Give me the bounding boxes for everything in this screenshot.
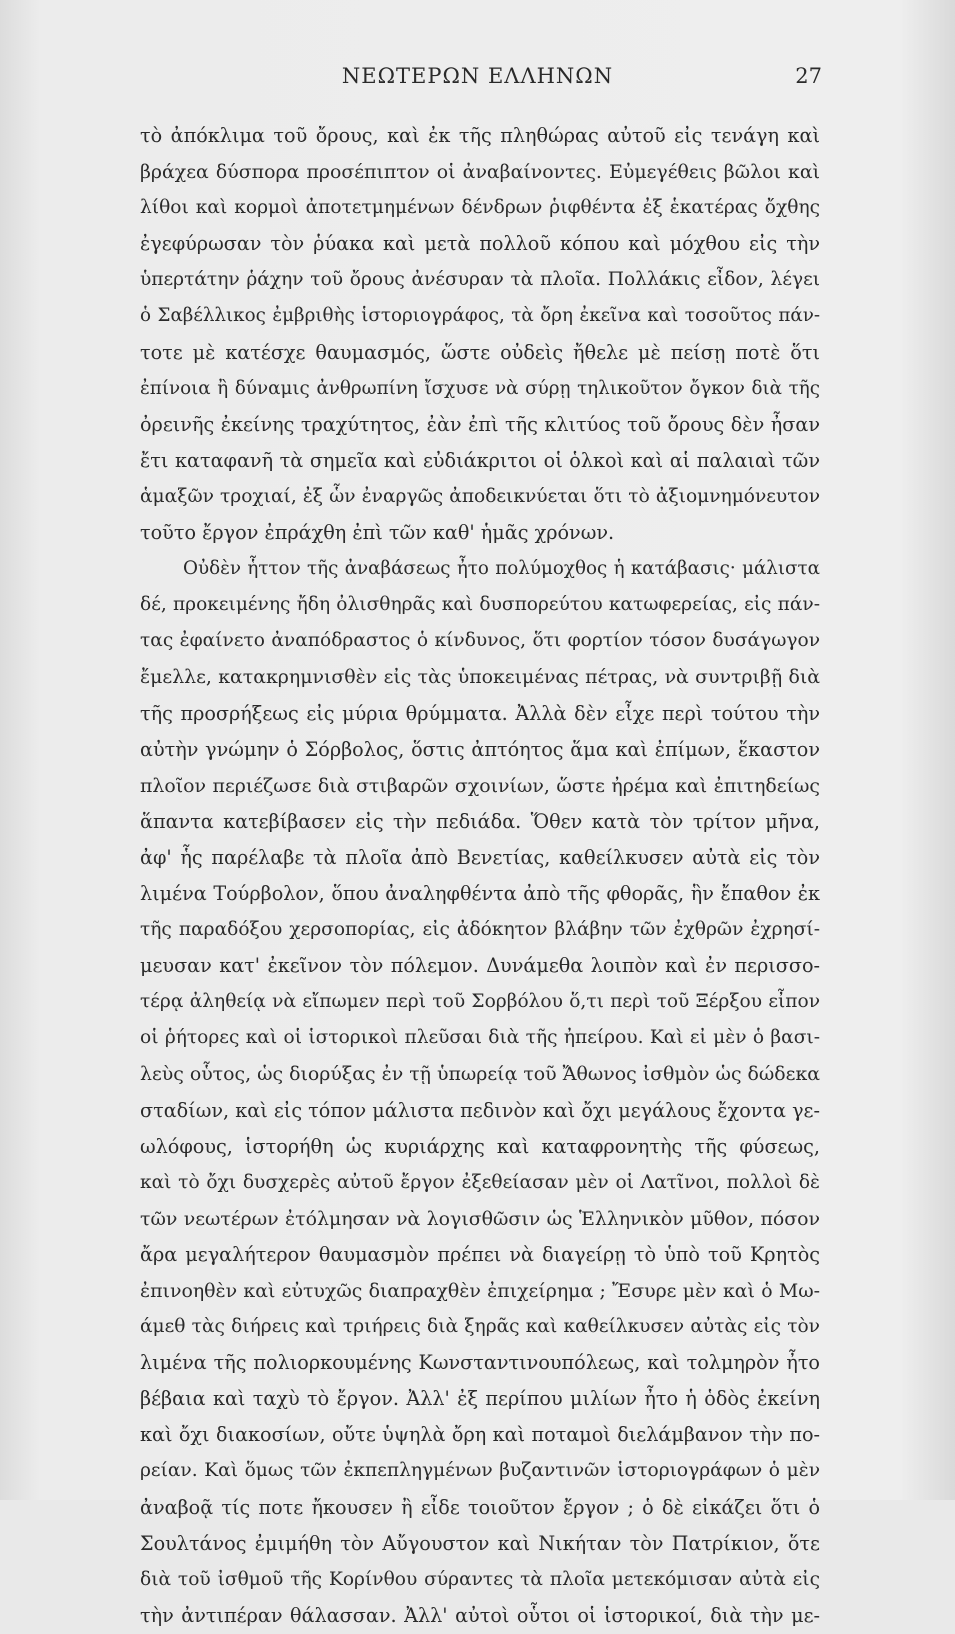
text-line: βέβαια καὶ ταχὺ τὸ ἔργον. Ἀλλ' ἐξ περίπου μιλίων ἦτο ἡ ὁδὸς ἐκείνη	[140, 1387, 820, 1411]
text-line: ἀφ' ἧς παρέλαβε τὰ πλοῖα ἀπὸ Βενετίας, καθείλκυσεν αὐτὰ εἰς τὸν	[140, 845, 820, 869]
text-line: ἔτι καταφανῆ τὰ σημεῖα καὶ εὐδιάκριτοι οἱ ὁλκοὶ καὶ αἱ παλαιαὶ τῶν	[140, 448, 820, 472]
text-line: τῆς προσρήξεως εἰς μύρια θρύμματα. Ἀλλὰ δὲν εἶχε περὶ τούτου τὴν	[140, 701, 820, 725]
text-line: τέρᾳ ἀληθείᾳ νὰ εἴπωμεν περὶ τοῦ Σορβόλου ὅ,τι περὶ τοῦ Ξέρξου εἶπον	[140, 991, 820, 1013]
text-line: τοτε μὲ κατέσχε θαυμασμός, ὥστε οὐδεὶς ἤθελε μὲ πείσῃ ποτὲ ὅτι	[140, 340, 820, 364]
text-line: οἱ ῥήτορες καὶ οἱ ἱστορικοὶ πλεῦσαι διὰ τῆς ἠπείρου. Καὶ εἰ μὲν ὁ βασι-	[140, 1027, 820, 1049]
text-line: ἅπαντα κατεβίβασεν εἰς τὴν πεδιάδα. Ὅθεν κατὰ τὸν τρίτον μῆνα,	[140, 809, 820, 833]
text-line: λιμένα Τούρβολον, ὅπου ἀναληφθέντα ἀπὸ τῆς φθορᾶς, ἣν ἔπαθον ἐκ	[140, 881, 820, 905]
text-line: ἐγεφύρωσαν τὸν ῥύακα καὶ μετὰ πολλοῦ κόπου καὶ μόχθου εἰς τὴν	[140, 232, 820, 256]
text-line: τῶν νεωτέρων ἐτόλμησαν νὰ λογισθῶσιν ὡς Ἑλληνικὸν μῦθον, πόσον	[140, 1207, 820, 1230]
text-line: ὀρεινῆς ἐκείνης τραχύτητος, ἐὰν ἐπὶ τῆς κλιτύος τοῦ ὄρους δὲν ἦσαν	[140, 412, 820, 436]
text-line: ἐπινοηθὲν καὶ εὐτυχῶς διαπραχθὲν ἐπιχείρημα ; Ἔσυρε μὲν καὶ ὁ Μω-	[140, 1280, 820, 1302]
text-line: ἁμαξῶν τροχιαί, ἐξ ὧν ἐναργῶς ἀποδεικνύεται ὅτι τὸ ἀξιομνημόνευτον	[140, 485, 820, 507]
text-line: βράχεα δύσπορα προσέπιπτον οἱ ἀναβαίνοντες. Εὐμεγέθεις βῶλοι καὶ	[140, 161, 820, 184]
text-line: ὑπερτάτην ῥάχην τοῦ ὄρους ἀνέσυραν τὰ πλοῖα. Πολλάκις εἶδον, λέγει	[140, 269, 820, 291]
text-line: τῆς παραδόξου χερσοπορίας, εἰς ἀδόκητον βλάβην τῶν ἐχθρῶν ἐχρησί-	[140, 919, 820, 941]
text-line: σταδίων, καὶ εἰς τόπον μάλιστα πεδινὸν καὶ ὄχι μεγάλους ἔχοντα γε-	[140, 1098, 820, 1122]
text-line: ωλόφους, ἱστορήθη ὡς κυριάρχης καὶ καταφρονητὴς τῆς φύσεως,	[140, 1134, 820, 1158]
text-line: άμεθ τὰς διήρεις καὶ τριήρεις διὰ ξηρᾶς καὶ καθείλκυσεν αὐτὰς εἰς τὸν	[140, 1316, 820, 1338]
text-line: ρείαν. Καὶ ὅμως τῶν ἐκπεπληγμένων βυζαντινῶν ἱστοριογράφων ὁ μὲν	[140, 1460, 820, 1482]
text-line: αὐτὴν γνώμην ὁ Σόρβολος, ὅστις ἀπτόητος ἅμα καὶ ἐπίμων, ἕκαστον	[140, 737, 820, 761]
text-line: δέ, προκειμένης ἤδη ὀλισθηρᾶς καὶ δυσπορεύτου κατωφερείας, εἰς πάν-	[140, 594, 820, 616]
text-line: ἄρα μεγαλήτερον θαυμασμὸν πρέπει νὰ διαγείρῃ τὸ ὑπὸ τοῦ Κρητὸς	[140, 1242, 820, 1266]
body-text	[140, 118, 820, 1634]
text-line: ἐπίνοια ἢ δύναμις ἀνθρωπίνη ἴσχυσε νὰ σύρῃ τηλικοῦτον ὄγκον διὰ τῆς	[140, 377, 820, 399]
text-line: καὶ τὸ ὄχι δυσχερὲς αὐτοῦ ἔργον ἐξεθείασαν μὲν οἱ Λατῖνοι, πολλοὶ δὲ	[140, 1171, 820, 1193]
text-line: διὰ τοῦ ἰσθμοῦ τῆς Κορίνθου σύραντες τὰ πλοῖα μετεκόμισαν αὐτὰ εἰς	[140, 1568, 820, 1590]
page-number: 27	[795, 64, 822, 88]
text-line: λεὺς οὗτος, ὡς διορύξας ἐν τῇ ὑπωρείᾳ τοῦ Ἄθωνος ἰσθμὸν ὡς δώδεκα	[140, 1063, 820, 1086]
text-line: τοῦτο ἔργον ἐπράχθη ἐπὶ τῶν καθ' ἡμᾶς χρόνων.	[140, 521, 615, 545]
text-line: λιμένα τῆς πολιορκουμένης Κωνσταντινουπόλεως, καὶ τολμηρὸν ἦτο	[140, 1351, 820, 1375]
page-header	[0, 64, 955, 96]
text-line: πλοῖον περιέζωσε διὰ στιβαρῶν σχοινίων, ὥστε ἠρέμα καὶ ἐπιτηδείως	[140, 774, 820, 797]
text-line: Σουλτάνος ἐμιμήθη τὸν Αὔγουστον καὶ Νικήταν τὸν Πατρίκιον, ὅτε	[140, 1531, 820, 1555]
text-line: τας ἐφαίνετο ἀναπόδραστος ὁ κίνδυνος, ὅτι φορτίον τόσον δυσάγωγον	[140, 630, 820, 652]
text-line: ἔμελλε, κατακρημνισθὲν εἰς τὰς ὑποκειμένας πέτρας, νὰ συντριβῇ διὰ	[140, 666, 820, 689]
text-line: καὶ ὄχι διακοσίων, οὔτε ὑψηλὰ ὄρη καὶ ποταμοὶ διελάμβανον τὴν πο-	[140, 1423, 820, 1447]
text-line: Οὐδὲν ἧττον τῆς ἀναβάσεως ἦτο πολύμοχθος ἡ κατάβασις· μάλιστα	[183, 558, 820, 580]
text-line: τὸ ἀπόκλιμα τοῦ ὄρους, καὶ ἐκ τῆς πληθώρας αὐτοῦ εἰς τενάγη καὶ	[140, 124, 820, 147]
text-line: μευσαν κατ' ἐκεῖνον τὸν πόλεμον. Δυνάμεθα λοιπὸν καὶ ἐν περισσο-	[140, 954, 820, 978]
text-line: τὴν ἀντιπέραν θάλασσαν. Ἀλλ' αὐτοὶ οὗτοι οἱ ἱστορικοί, διὰ τὴν με-	[140, 1603, 820, 1627]
text-line: λίθοι καὶ κορμοὶ ἀποτετμημένων δένδρων ῥιφθέντα ἐξ ἑκατέρας ὄχθης	[140, 197, 820, 219]
running-title: ΝΕΩΤΕΡΩΝ ΕΛΛΗΝΩΝ	[341, 64, 614, 88]
text-line: ἀναβοᾷ τίς ποτε ἤκουσεν ἢ εἶδε τοιοῦτον ἔργον ; ὁ δὲ εἰκάζει ὅτι ὁ	[140, 1495, 820, 1519]
text-line: ὁ Σαβέλλικος ἐμβριθὴς ἱστοριογράφος, τὰ ὄρη ἐκεῖνα καὶ τοσοῦτος πάν-	[140, 305, 820, 327]
